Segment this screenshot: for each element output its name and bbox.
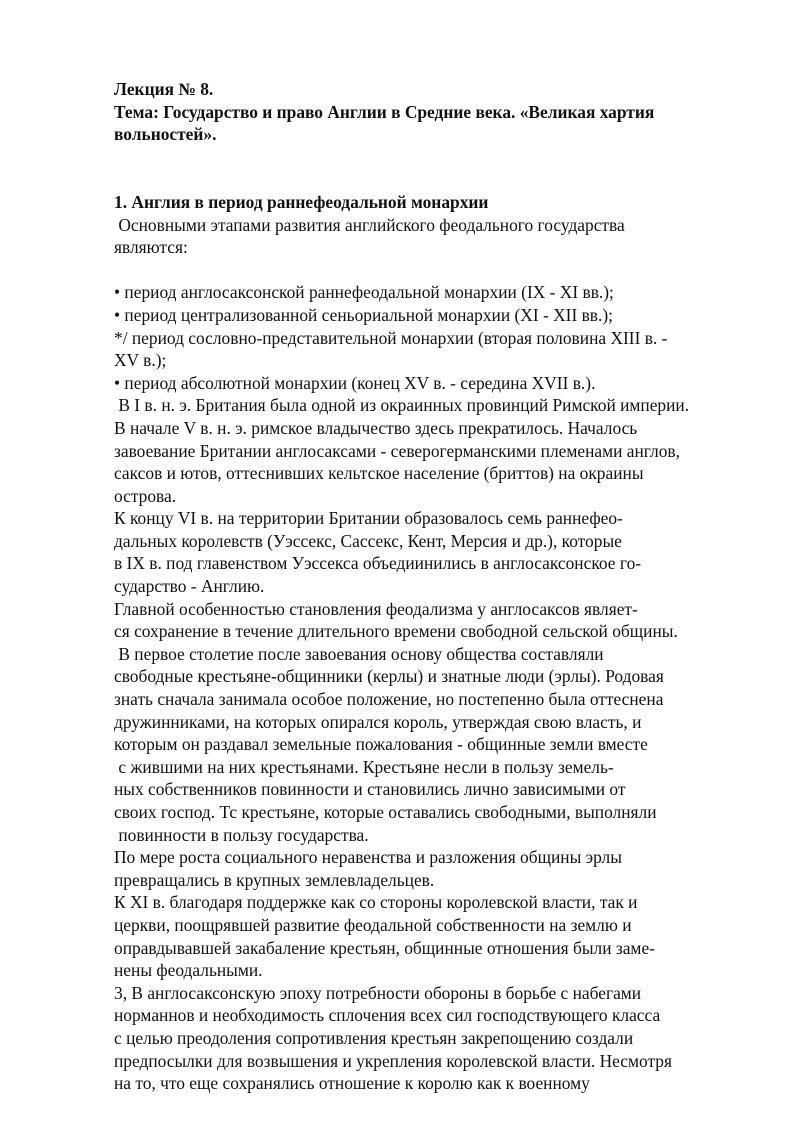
spacer (114, 259, 754, 282)
text-line: дальных королевств (Уэссекс, Сассекс, Кент, Мерсия и др.), которые (114, 530, 622, 551)
text-line: нены феодальными. (114, 960, 263, 981)
text-line: превращались в крупных землевладельцев. (114, 869, 435, 890)
text-line: являются: (114, 237, 188, 258)
text-line: в IX в. под главенством Уэссекса объедиинились в англосаксонское го- (114, 553, 642, 574)
text-line: 3, В англосаксонскую эпоху потребности обороны в борьбе с набегами (114, 982, 642, 1003)
text-line: В I в. н. э. Британия была одной из окраинных провинций Римской империи. (114, 395, 690, 416)
spacer (114, 146, 754, 169)
text-line: предпосылки для возвышения и укрепления королевской власти. Несмотря (114, 1050, 673, 1071)
text-line: норманнов и необходимость сплочения всех сил господствующего класса (114, 1005, 661, 1026)
text-line: с жившими на них крестьянами. Крестьяне несли в пользу земель- (114, 756, 614, 777)
list-item: • период централизованной сеньориальной монархии (XI - XII вв.); (114, 304, 613, 325)
text-line: церкви, поощрявшей развитие феодальной собственности на землю и (114, 914, 632, 935)
list-item: */ период сословно-представительной монархии (вторая половина XIII в. - (114, 327, 668, 348)
lecture-topic-continued: вольностей». (114, 124, 217, 145)
list-item: XV в.); (114, 350, 167, 371)
text-line: оправдывавшей закабаление крестьян, общинные отношения были заме- (114, 937, 655, 958)
lecture-topic: Тема: Государство и право Англии в Средние века. «Великая хартия (114, 101, 655, 122)
spacer (114, 168, 754, 191)
text-line: К XI в. благодаря поддержке как со стороны королевской власти, так и (114, 892, 638, 913)
text-line: завоевание Британии англосаксами - северогерманскими племенами англов, (114, 440, 680, 461)
text-line: В первое столетие после завоевания основу общества составляли (114, 643, 604, 664)
text-line: знать сначала занимала особое положение, но постепенно была оттеснена (114, 689, 664, 710)
text-line: которым он раздавал земельные пожалования - общинные земли вместе (114, 734, 648, 755)
intro-paragraph (114, 214, 754, 259)
text-line: По мере роста социального неравенства и разложения общины эрлы (114, 847, 622, 868)
text-line: острова. (114, 485, 177, 506)
body-text (114, 394, 754, 1094)
text-line: дружинниками, на которых опирался король, утверждая свою власть, и (114, 711, 642, 732)
list-item: • период англосаксонской раннефеодальной монархии (IX - XI вв.); (114, 282, 614, 303)
lecture-number: Лекция № 8. (114, 79, 214, 99)
text-line: Главной особенностью становления феодализма у англосаксов являет- (114, 598, 638, 619)
text-line: К концу VI в. на территории Британии образовалось семь раннефео- (114, 508, 623, 529)
text-line: сударство - Англию. (114, 576, 265, 597)
text-line: ся сохранение в течение длительного времени свободной сельской общины. (114, 621, 678, 642)
section-title: 1. Англия в период раннефеодальной монархии (114, 191, 489, 212)
lecture-header (114, 78, 754, 146)
text-line: ных собственников повинности и становились лично зависимыми от (114, 779, 626, 800)
stages-list (114, 281, 754, 394)
list-item: • период абсолютной монархии (конец XV в. - середина XVII в.). (114, 372, 596, 393)
text-line: Основными этапами развития английского феодального государства (114, 214, 625, 235)
text-line: В начале V в. н. э. римское владычество здесь прекратилось. Началось (114, 417, 638, 438)
document-page (114, 78, 754, 1095)
text-line: на то, что еще сохранялись отношение к королю как к военному (114, 1073, 590, 1094)
text-line: с целью преодоления сопротивления крестьян закрепощению создали (114, 1027, 634, 1048)
text-line: повинности в пользу государства. (114, 824, 369, 845)
text-line: своих господ. Тс крестьяне, которые оставались свободными, выполняли (114, 802, 657, 822)
text-line: свободные крестьяне-общинники (керлы) и знатные люди (эрлы). Родовая (114, 666, 664, 687)
text-line: саксов и ютов, оттеснивших кельтское население (бриттов) на окраины (114, 463, 644, 484)
